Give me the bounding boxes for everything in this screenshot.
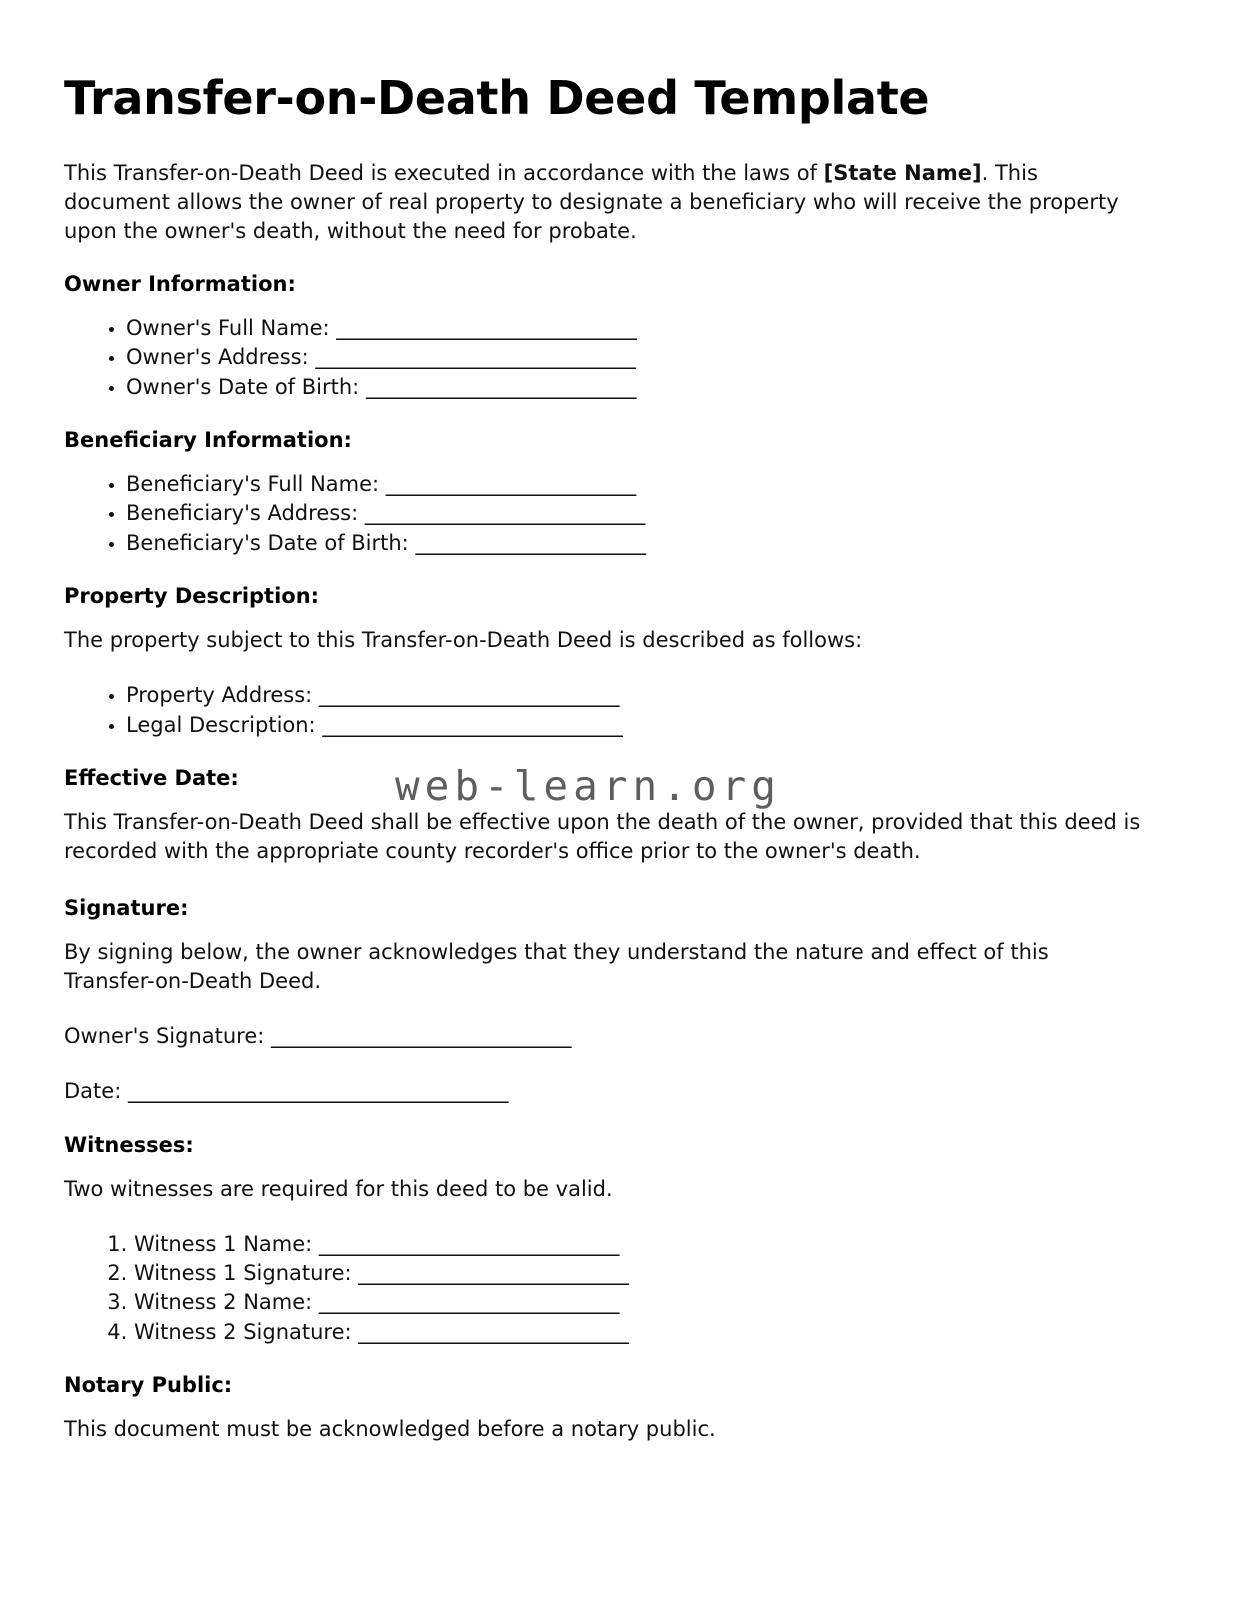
- page-title: Transfer-on-Death Deed Template: [64, 71, 930, 125]
- signature-heading: Signature:: [64, 895, 189, 920]
- effective-date-paragraph: This Transfer-on-Death Deed shall be effective upon the death of the owner, provided that this deed is recorded with the appropriate county recorder's office prior to the owner's death.: [64, 809, 1141, 863]
- site-watermark: web-learn.org: [395, 762, 781, 810]
- field-label: Owner's Signature:: [64, 1023, 265, 1048]
- list-item: [134, 1318, 1143, 1347]
- list-item: [134, 1230, 1143, 1259]
- field-blank[interactable]: ____________________________: [364, 501, 645, 526]
- state-name-placeholder: [State Name]: [823, 160, 982, 185]
- field-blank[interactable]: ______________________________: [318, 683, 619, 708]
- list-item: [134, 1288, 1143, 1317]
- property-description-paragraph: The property subject to this Transfer-on-Death Deed is described as follows:: [64, 628, 863, 653]
- owner-information-list: [64, 314, 1143, 402]
- intro-text-before: This Transfer-on-Death Deed is executed in accordance with the laws of: [64, 160, 824, 185]
- field-label: Beneficiary's Address:: [126, 501, 359, 526]
- beneficiary-information-heading: Beneficiary Information:: [64, 427, 352, 452]
- intro-text-after: . This document allows the owner of real property to designate a beneficiary who will receive the property upon the owner's death, without the need for probate.: [64, 160, 1119, 243]
- field-blank[interactable]: ___________________________: [365, 374, 636, 399]
- field-label: Beneficiary's Date of Birth:: [126, 530, 409, 555]
- field-blank[interactable]: ________________________________: [315, 345, 636, 370]
- list-item: [126, 499, 1143, 528]
- field-label: Owner's Full Name:: [126, 315, 330, 340]
- field-blank[interactable]: _________________________: [385, 471, 636, 496]
- beneficiary-information-list: [64, 470, 1143, 558]
- field-label: Witness 1 Signature:: [134, 1260, 352, 1285]
- witnesses-list: [64, 1230, 1143, 1348]
- field-label: Witness 1 Name:: [134, 1231, 313, 1256]
- field-blank[interactable]: ___________________________: [358, 1260, 629, 1285]
- list-item: [126, 373, 1143, 402]
- owner-information-heading: Owner Information:: [64, 271, 296, 296]
- field-label: Witness 2 Name:: [134, 1290, 313, 1315]
- field-label: Owner's Address:: [126, 345, 309, 370]
- property-description-heading: Property Description:: [64, 584, 320, 609]
- field-blank[interactable]: ___________________________: [358, 1319, 629, 1344]
- witnesses-paragraph: Two witnesses are required for this deed to be valid.: [64, 1176, 613, 1201]
- signature-date-field: [64, 1077, 1143, 1106]
- field-blank[interactable]: ______________________________: [322, 712, 623, 737]
- notary-public-paragraph: This document must be acknowledged before a notary public.: [64, 1417, 716, 1442]
- list-item: [126, 711, 1143, 740]
- list-item: [126, 681, 1143, 710]
- owner-signature-field: [64, 1022, 1143, 1051]
- effective-date-heading: Effective Date:: [64, 765, 239, 790]
- list-item: [134, 1259, 1143, 1288]
- field-label: Legal Description:: [126, 712, 316, 737]
- field-blank[interactable]: ______________________________: [271, 1023, 572, 1048]
- notary-public-heading: Notary Public:: [64, 1373, 233, 1398]
- field-blank[interactable]: ______________________________: [318, 1231, 619, 1256]
- list-item: [126, 470, 1143, 499]
- list-item: [126, 529, 1143, 558]
- property-description-list: [64, 681, 1143, 740]
- list-item: [126, 314, 1143, 343]
- list-item: [126, 343, 1143, 372]
- witnesses-heading: Witnesses:: [64, 1132, 194, 1157]
- field-blank[interactable]: ______________________________: [318, 1290, 619, 1315]
- field-label: Beneficiary's Full Name:: [126, 471, 380, 496]
- field-label: Owner's Date of Birth:: [126, 374, 360, 399]
- intro-paragraph: [64, 159, 1142, 246]
- field-label: Date:: [64, 1079, 122, 1104]
- field-blank[interactable]: ______________________________: [336, 315, 637, 340]
- field-blank[interactable]: ______________________________________: [127, 1079, 508, 1104]
- field-label: Witness 2 Signature:: [134, 1319, 352, 1344]
- signature-paragraph: By signing below, the owner acknowledges that they understand the nature and effect of this Transfer-on-Death Deed.: [64, 939, 1049, 993]
- field-label: Property Address:: [126, 683, 313, 708]
- field-blank[interactable]: _______________________: [415, 530, 646, 555]
